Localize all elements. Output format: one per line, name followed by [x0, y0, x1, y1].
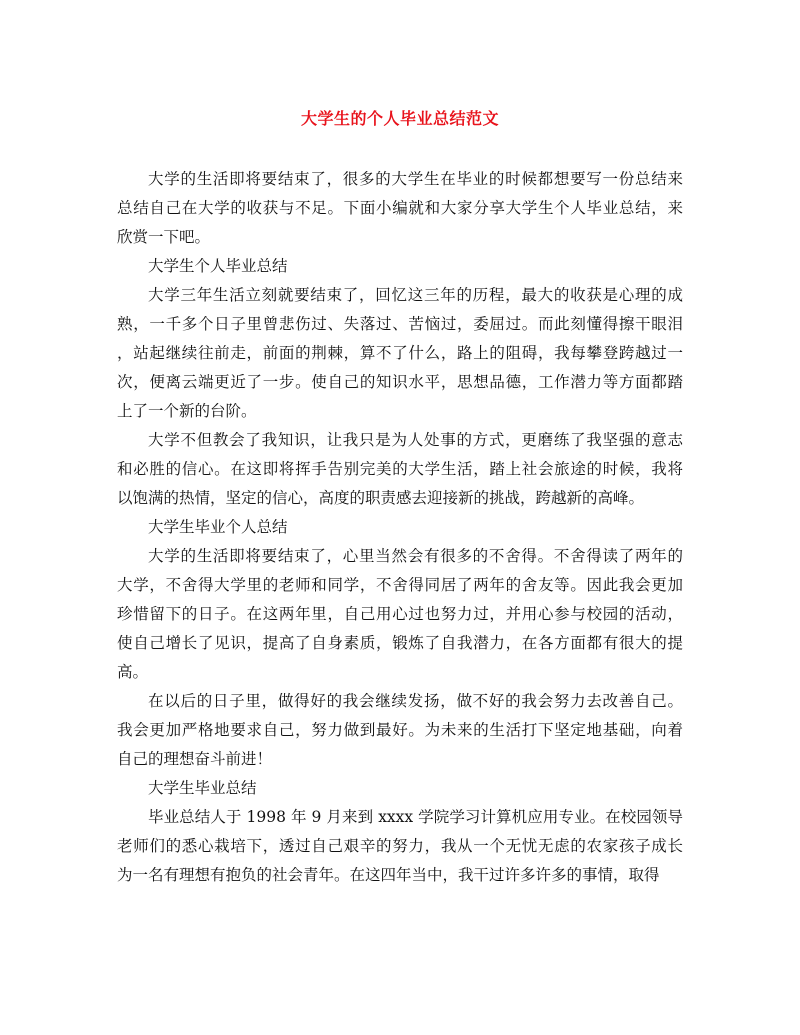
paragraph [117, 426, 683, 513]
text-line: 大学不但教会了我知识，让我只是为人处事的方式，更磨练了我坚强的意志 [148, 431, 683, 449]
text-line: ，站起继续往前走，前面的荆棘，算不了什么，路上的阻碍，我每攀登跨越过一 [117, 344, 683, 362]
text-line: 高。 [117, 663, 149, 681]
text-line: 我会更加严格地要求自己，努力做到最好。为未来的生活打下坚定地基础，向着 [117, 721, 683, 739]
text-line: 和必胜的信心。在这即将挥手告别完美的大学生活，踏上社会旅途的时候，我将 [117, 460, 683, 478]
text-line: 毕业总结人于 1998 年 9 月来到 xxxx 学院学习计算机应用专业。在校园领导 [148, 808, 683, 826]
text-line: 大学生个人毕业总结 [148, 257, 288, 275]
paragraph [117, 281, 683, 426]
text-line: 在以后的日子里，做得好的我会继续发扬，做不好的我会努力去改善自己。 [148, 692, 683, 710]
paragraph [117, 687, 683, 774]
document-body [117, 165, 683, 890]
text-line: 为一名有理想有抱负的社会青年。在这四年当中，我干过许多许多的事情，取得 [117, 866, 660, 884]
paragraph [117, 165, 683, 252]
text-line: 自己的理想奋斗前进！ [117, 750, 273, 768]
paragraph [117, 542, 683, 687]
document-title: 大学生的个人毕业总结范文 [300, 109, 499, 128]
text-line: 欣赏一下吧。 [117, 228, 211, 246]
paragraph [117, 803, 683, 890]
text-line: 大学生毕业个人总结 [148, 518, 288, 536]
text-line: 上了一个新的台阶。 [117, 402, 257, 420]
text-line: 大学，不舍得大学里的老师和同学，不舍得同居了两年的舍友等。因此我会更加 [117, 576, 683, 594]
text-line: 总结自己在大学的收获与不足。下面小编就和大家分享大学生个人毕业总结，来 [117, 199, 683, 217]
text-line: 大学三年生活立刻就要结束了，回忆这三年的历程，最大的收获是心理的成 [148, 286, 683, 304]
text-line: 大学的生活即将要结束了，很多的大学生在毕业的时候都想要写一份总结来 [148, 170, 683, 188]
text-line: 大学的生活即将要结束了，心里当然会有很多的不舍得。不舍得读了两年的 [148, 547, 683, 565]
text-line: 以饱满的热情，坚定的信心，高度的职责感去迎接新的挑战，跨越新的高峰。 [117, 489, 645, 507]
text-line: 使自己增长了见识，提高了自身素质，锻炼了自我潜力，在各方面都有很大的提 [117, 634, 683, 652]
section-heading [117, 513, 683, 542]
text-line: 大学生毕业总结 [148, 779, 257, 797]
text-line: 熟，一千多个日子里曾悲伤过、失落过、苦恼过，委屈过。而此刻懂得擦干眼泪 [117, 315, 683, 333]
text-line: 次，便离云端更近了一步。使自己的知识水平，思想品德，工作潜力等方面都踏 [117, 373, 683, 391]
section-heading [117, 252, 683, 281]
text-line: 珍惜留下的日子。在这两年里，自己用心过也努力过，并用心参与校园的活动， [117, 605, 683, 623]
section-heading [117, 774, 683, 803]
text-line: 老师们的悉心栽培下，透过自己艰辛的努力，我从一个无忧无虑的农家孩子成长 [117, 837, 683, 855]
